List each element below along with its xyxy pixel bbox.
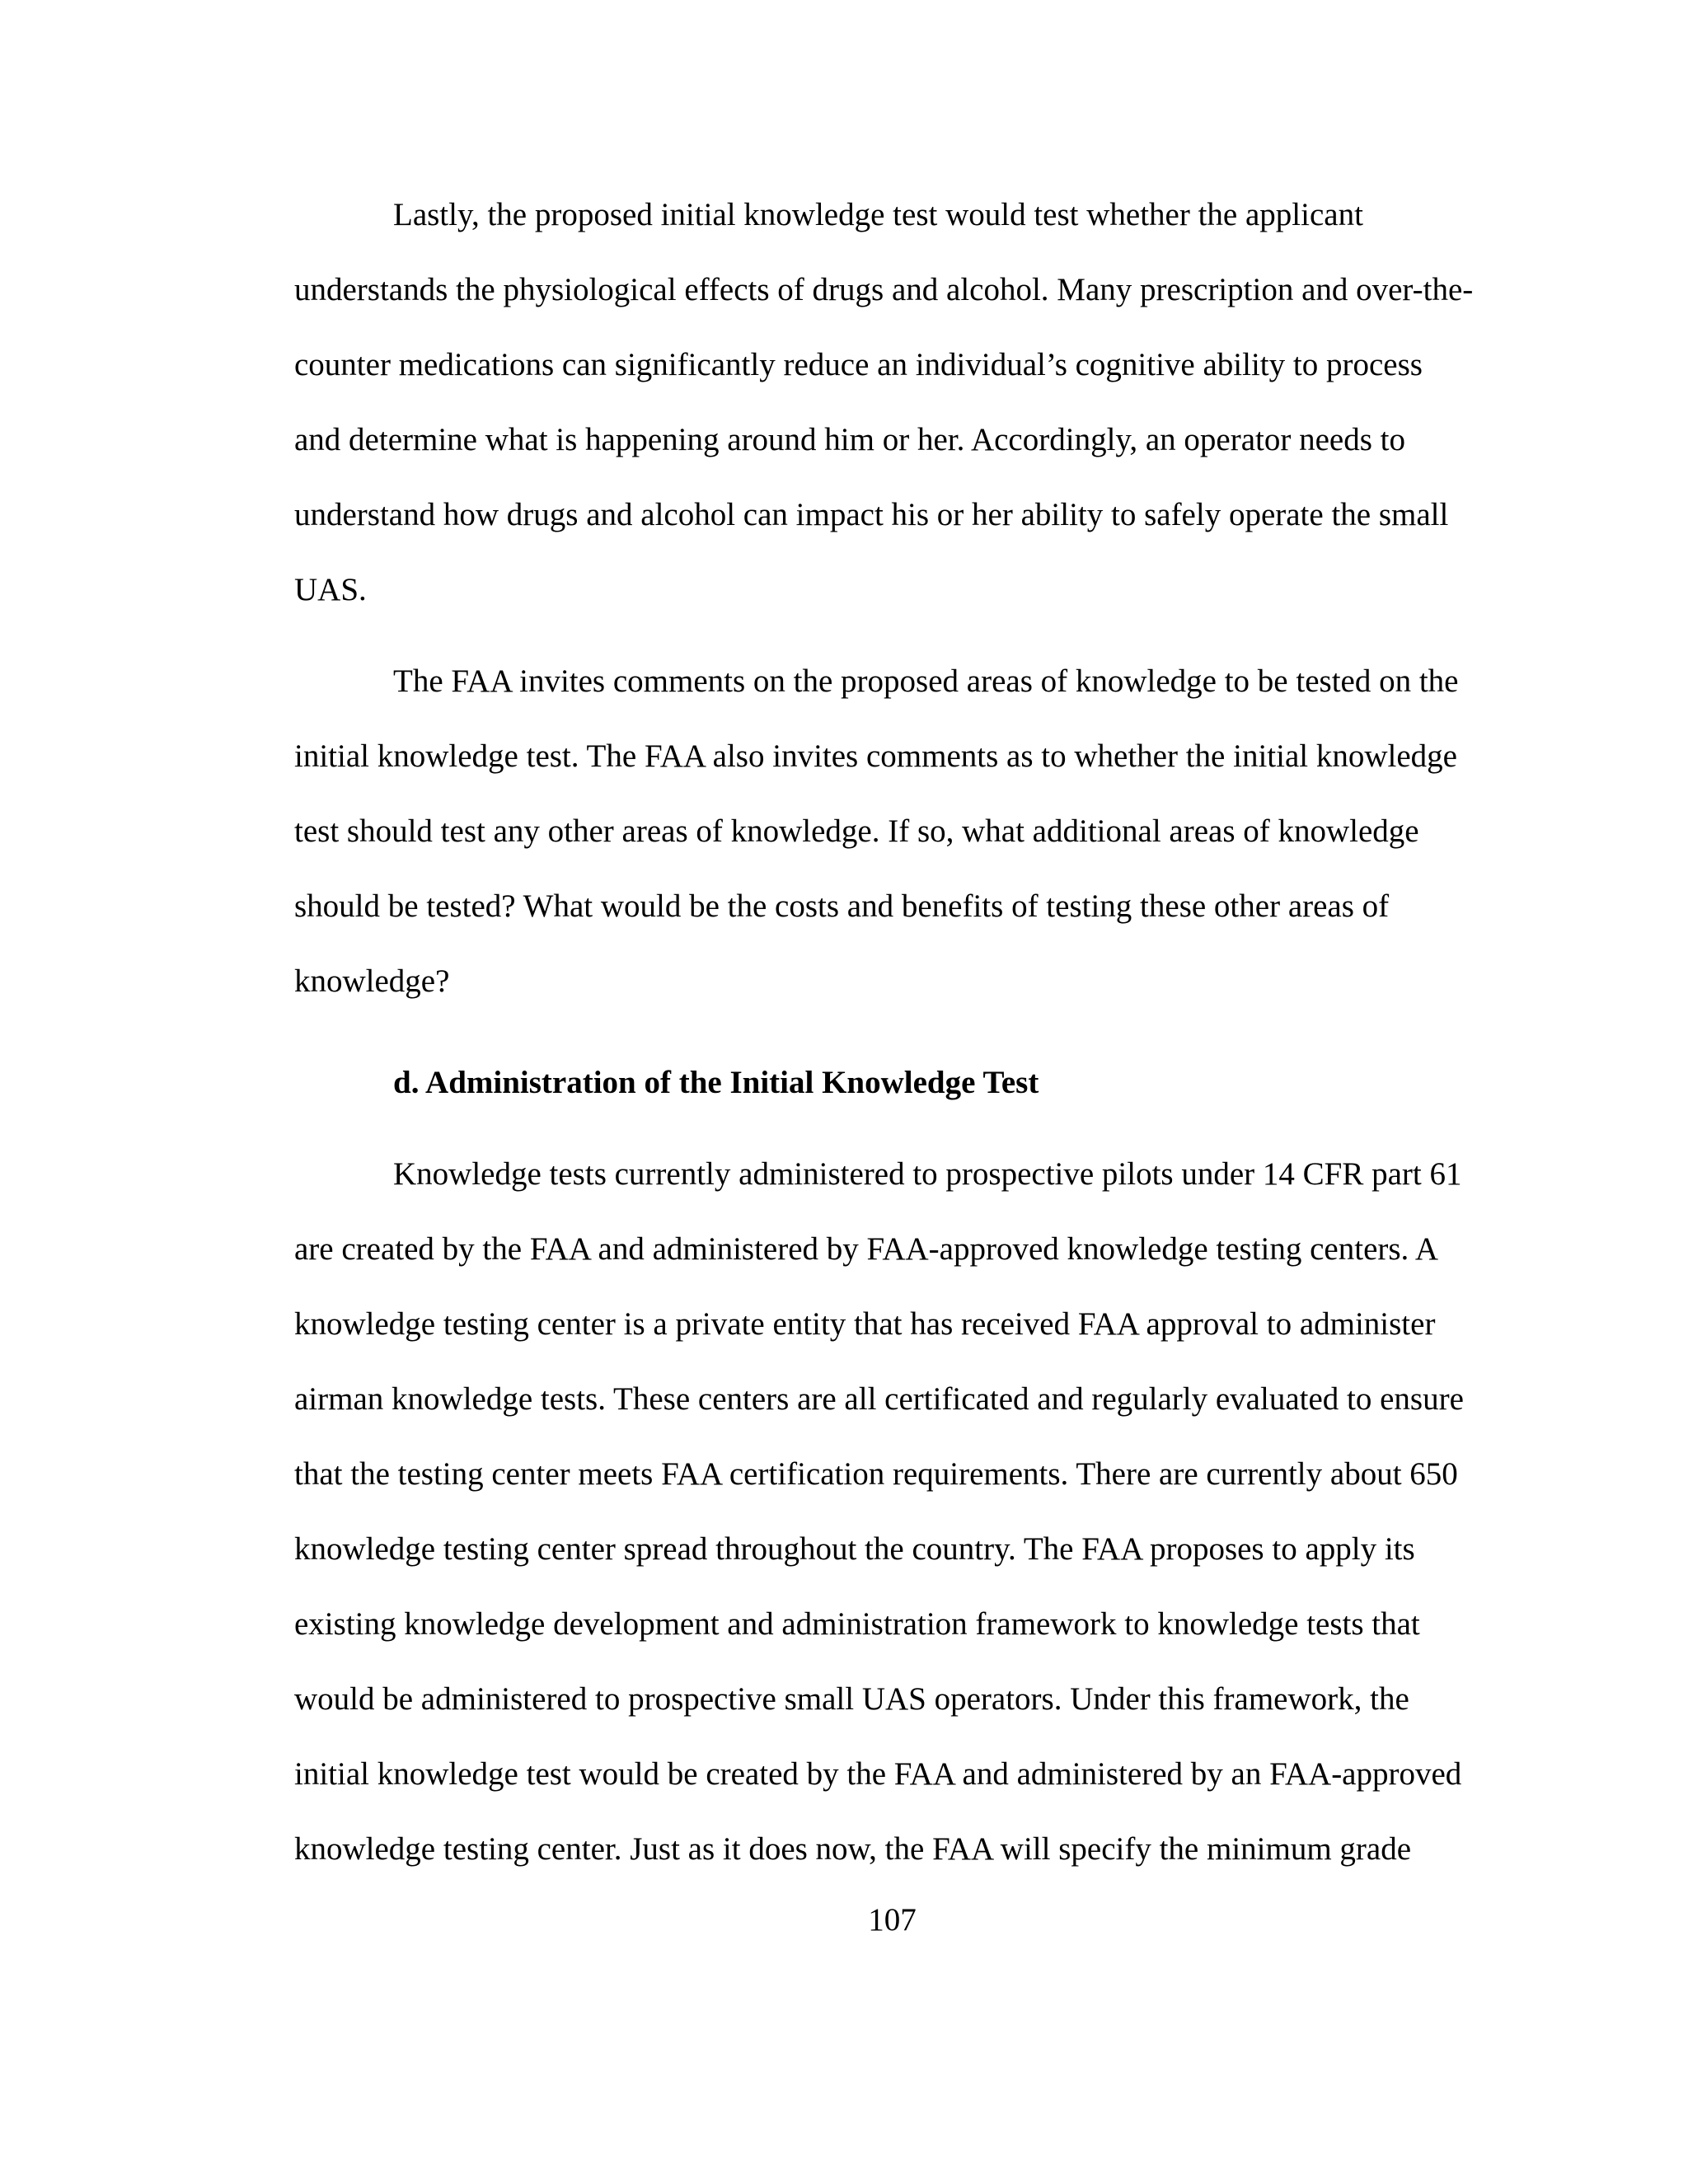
paragraph-2-line-4: should be tested? What would be the costs and benefits of testing these other areas of	[294, 888, 1390, 924]
paragraph-3-line-4: airman knowledge tests. These centers are all certificated and regularly evaluated to ensure	[294, 1381, 1464, 1417]
paragraph-3-line-10: knowledge testing center. Just as it does now, the FAA will specify the minimum grade	[294, 1831, 1412, 1867]
paragraph-1-line-4: and determine what is happening around him or her. Accordingly, an operator needs to	[294, 422, 1405, 457]
paragraph-3-line-7: existing knowledge development and administration framework to knowledge tests that	[294, 1606, 1420, 1642]
page-number: 107	[868, 1902, 917, 1938]
paragraph-1-line-6: UAS.	[294, 572, 367, 607]
paragraph-3-line-6: knowledge testing center spread throughout the country. The FAA proposes to apply its	[294, 1531, 1415, 1567]
paragraph-2-line-5: knowledge?	[294, 963, 450, 999]
paragraph-1-line-1: Lastly, the proposed initial knowledge test would test whether the applicant	[393, 197, 1363, 232]
paragraph-1-line-2: understands the physiological effects of drugs and alcohol. Many prescription and over-the-	[294, 272, 1474, 307]
paragraph-1-line-3: counter medications can significantly reduce an individual’s cognitive ability to process	[294, 347, 1423, 382]
paragraph-3-line-2: are created by the FAA and administered by FAA-approved knowledge testing centers. A	[294, 1231, 1439, 1267]
paragraph-3-line-1: Knowledge tests currently administered to prospective pilots under 14 CFR part 61	[393, 1156, 1462, 1192]
paragraph-2-line-2: initial knowledge test. The FAA also invites comments as to whether the initial knowledge	[294, 738, 1457, 774]
paragraph-3-line-3: knowledge testing center is a private entity that has received FAA approval to administer	[294, 1306, 1436, 1342]
paragraph-1-line-5: understand how drugs and alcohol can impact his or her ability to safely operate the small	[294, 497, 1449, 532]
section-heading: d. Administration of the Initial Knowledge Test	[393, 1065, 1039, 1100]
paragraph-3-line-9: initial knowledge test would be created by the FAA and administered by an FAA-approved	[294, 1756, 1462, 1792]
paragraph-2-line-1: The FAA invites comments on the proposed areas of knowledge to be tested on the	[393, 663, 1459, 699]
paragraph-2-line-3: test should test any other areas of knowledge. If so, what additional areas of knowledge	[294, 813, 1419, 849]
paragraph-3-line-8: would be administered to prospective small UAS operators. Under this framework, the	[294, 1681, 1409, 1717]
paragraph-3-line-5: that the testing center meets FAA certification requirements. There are currently about 650	[294, 1456, 1458, 1492]
